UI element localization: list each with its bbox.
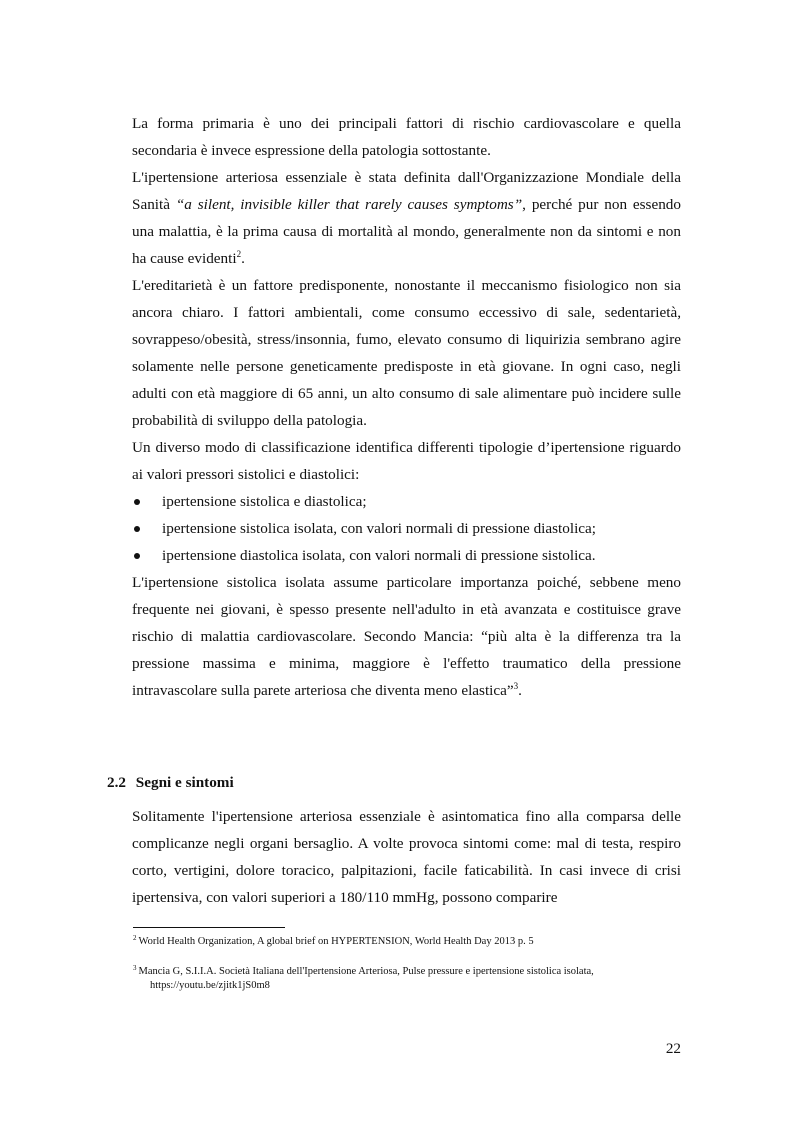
section-title: Segni e sintomi (135, 774, 234, 791)
section-number: 2.2 (107, 774, 126, 791)
list-item (132, 515, 681, 542)
footnote-ref-3: 3 (513, 681, 519, 691)
footnote-text: Mancia G, S.I.I.A. Società Italiana dell'Ipertensione Arteriosa, Pulse pressure e ipertensione sistolica isolata, (138, 966, 594, 977)
who-quote: “a silent, invisible killer that rarely causes symptoms” (175, 196, 523, 213)
paragraph-who-end: . (241, 250, 245, 267)
bullet-icon (134, 526, 140, 532)
paragraph-who-definition (132, 164, 681, 272)
section-body (132, 803, 681, 911)
footnote-mark: 2 (133, 934, 137, 942)
footnote-2 (133, 935, 681, 949)
paragraph-who-text-before: L'ipertensione arteriosa essenziale è stata definita dall'Organizzazione Mondiale della Sanità (132, 169, 681, 213)
paragraph-symptoms: Solitamente l'ipertensione arteriosa essenziale è asintomatica fino alla comparsa delle complicanze negli organi bersaglio. A volte provoca sintomi come: mal di testa, respiro corto, vertigini, dolore toracico, palpitazioni, facile faticabilità. In casi invece di crisi ipertensiva, con valori superiori a 180/110 mmHg, possono comparire (132, 808, 681, 906)
section-heading (107, 774, 234, 792)
hypertension-types-list (132, 488, 681, 569)
paragraph-isolated-systolic-text: L'ipertensione sistolica isolata assume particolare importanza poiché, sebbene meno frequente nei giovani, è spesso presente nell'adulto in età avanzata e costituisce grave rischio di malattia cardiovascolare. Secondo Mancia: “più alta è la differenza tra la pressione massima e minima, maggiore è l'effetto traumatico della pressione intravascolare sulla parete arteriosa che diventa meno elastica” (132, 574, 681, 699)
footnote-mark: 3 (133, 964, 137, 972)
footnote-ref-2: 2 (236, 249, 242, 259)
footnote-separator (133, 927, 285, 928)
footnote-text: World Health Organization, A global brief on HYPERTENSION, World Health Day 2013 p. 5 (138, 936, 534, 947)
paragraph-isolated-systolic-end: . (518, 682, 522, 699)
paragraph-classification: Un diverso modo di classificazione identifica differenti tipologie d’ipertensione riguardo ai valori pressori sistolici e diastolici: (132, 439, 681, 483)
bullet-icon (134, 553, 140, 559)
list-item (132, 488, 681, 515)
list-item-text: ipertensione sistolica e diastolica; (162, 493, 367, 510)
paragraph-heredity: L'ereditarietà è un fattore predisponente, nonostante il meccanismo fisiologico non sia ancora chiaro. I fattori ambientali, come consumo eccessivo di sale, sedentarietà, sovrappeso/obesità, stress/insonnia, fumo, elevato consumo di liquirizia sembrano agire solamente nelle persone geneticamente predisposte in età giovane. In ogni caso, negli adulti con età maggiore di 65 anni, un alto consumo di sale alimentare può incidere sulle probabilità di sviluppo della patologia. (132, 277, 681, 429)
paragraph-who-text-after: , perché pur non essendo una malattia, è la prima causa di mortalità al mondo, generalmente non da sintomi e non ha cause evidenti (132, 196, 681, 267)
bullet-icon (134, 499, 140, 505)
footnote-link[interactable]: https://youtu.be/zjitk1jS0m8 (150, 980, 270, 991)
page-number: 22 (665, 1040, 681, 1057)
paragraph-primary-form: La forma primaria è uno dei principali fattori di rischio cardiovascolare e quella secondaria è invece espressione della patologia sottostante. (132, 115, 681, 159)
list-item-text: ipertensione sistolica isolata, con valori normali di pressione diastolica; (162, 520, 597, 537)
footnote-3 (133, 965, 681, 993)
list-item-text: ipertensione diastolica isolata, con valori normali di pressione sistolica. (162, 547, 596, 564)
paragraph-isolated-systolic (132, 569, 681, 704)
list-item (132, 542, 681, 569)
body-text (132, 110, 681, 704)
